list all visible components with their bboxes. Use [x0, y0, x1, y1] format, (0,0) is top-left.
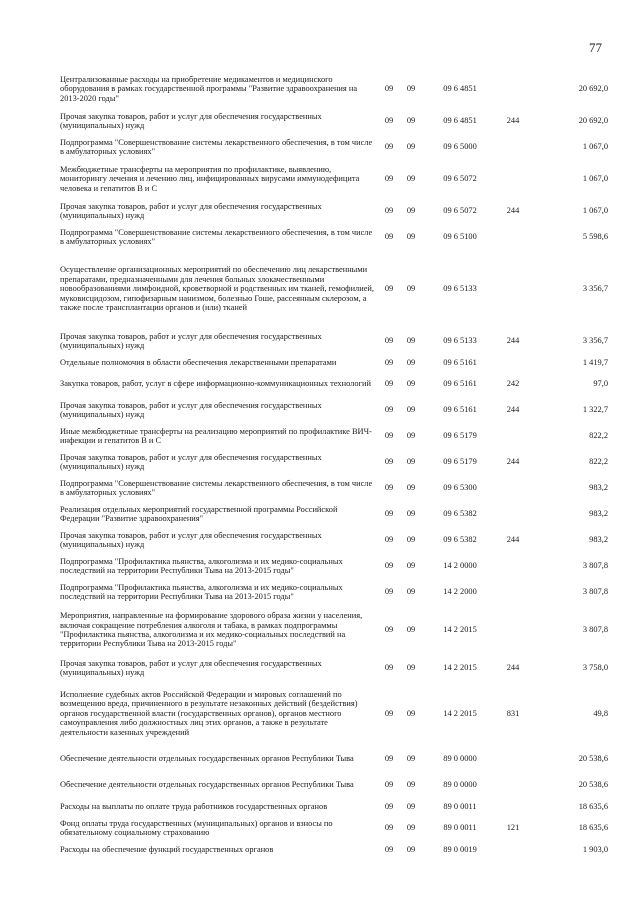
table-row	[60, 475, 608, 501]
row-target-article: 09 6 5179	[443, 457, 477, 467]
row-target-article: 09 6 5300	[443, 483, 477, 493]
row-expense-type: 244	[506, 405, 520, 415]
row-name: Прочая закупка товаров, работ и услуг для обеспечения государственных (муниципальных) нужд	[60, 400, 322, 419]
row-section: 09	[384, 84, 394, 94]
row-target-article: 89 0 0000	[443, 754, 477, 764]
row-subsection: 09	[406, 708, 416, 718]
table-row	[60, 198, 608, 224]
row-section: 09	[384, 457, 394, 467]
row-subsection: 09	[406, 844, 416, 854]
row-amount: 18 635,6	[578, 801, 608, 811]
row-amount: 1 067,0	[582, 174, 608, 184]
table-row	[60, 134, 608, 160]
row-subsection: 09	[406, 535, 416, 545]
row-name: Обеспечение деятельности отдельных государственных органов Республики Тыва	[60, 754, 354, 764]
row-expense-type	[498, 134, 528, 160]
row-expense-type: 242	[506, 379, 520, 389]
table-row	[60, 70, 608, 108]
row-subsection: 09	[406, 116, 416, 126]
row-name: Централизованные расходы на приобретение медикаментов и медицинского оборудования в рамках государственной программы "Развитие здравоохранения на 2013-2020 годы"	[60, 74, 358, 103]
row-name: Прочая закупка товаров, работ и услуг для обеспечения государственных (муниципальных) нужд	[60, 452, 322, 471]
row-amount: 3 356,7	[582, 336, 608, 346]
table-row	[60, 250, 608, 328]
row-amount: 49,8	[593, 708, 608, 718]
row-expense-type: 244	[506, 336, 520, 346]
row-subsection: 09	[406, 336, 416, 346]
table-row	[60, 397, 608, 423]
row-section: 09	[384, 232, 394, 242]
table-row	[60, 160, 608, 198]
row-section: 09	[384, 116, 394, 126]
row-expense-type	[498, 605, 528, 655]
row-section: 09	[384, 483, 394, 493]
row-amount: 1 067,0	[582, 142, 608, 152]
row-name: Иные межбюджетные трансферты на реализацию мероприятий по профилактике ВИЧ-инфекции и гепатитов В и С	[60, 426, 372, 445]
row-amount: 20 692,0	[578, 84, 608, 94]
row-amount: 3 807,8	[582, 587, 608, 597]
row-target-article: 09 6 4851	[443, 84, 477, 94]
row-subsection: 09	[406, 561, 416, 571]
row-amount: 822,2	[589, 457, 608, 467]
table-row	[60, 815, 608, 841]
row-target-article: 09 6 5382	[443, 509, 477, 519]
row-amount: 983,2	[589, 483, 608, 493]
row-target-article: 89 0 0011	[443, 801, 477, 811]
row-expense-type: 244	[506, 116, 520, 126]
row-subsection: 09	[406, 625, 416, 635]
row-expense-type	[498, 224, 528, 250]
row-section: 09	[384, 844, 394, 854]
row-amount: 5 598,6	[582, 232, 608, 242]
row-subsection: 09	[406, 587, 416, 597]
row-amount: 3 758,0	[582, 663, 608, 673]
row-expense-type	[498, 250, 528, 328]
row-amount: 3 356,7	[582, 284, 608, 294]
row-name: Расходы на выплаты по оплате труда работников государственных органов	[60, 801, 328, 811]
table-row	[60, 841, 608, 858]
row-target-article: 09 6 5161	[443, 405, 477, 415]
row-target-article: 09 6 5072	[443, 206, 477, 216]
row-section: 09	[384, 535, 394, 545]
row-amount: 3 807,8	[582, 561, 608, 571]
row-expense-type	[498, 746, 528, 772]
table-row	[60, 746, 608, 772]
table-row	[60, 681, 608, 746]
table-row	[60, 553, 608, 579]
row-expense-type	[498, 501, 528, 527]
row-expense-type: 121	[506, 823, 520, 833]
row-target-article: 09 6 4851	[443, 116, 477, 126]
row-subsection: 09	[406, 379, 416, 389]
row-expense-type	[498, 579, 528, 605]
row-expense-type	[498, 475, 528, 501]
row-subsection: 09	[406, 357, 416, 367]
row-target-article: 09 6 5072	[443, 174, 477, 184]
table-row	[60, 772, 608, 798]
row-subsection: 09	[406, 663, 416, 673]
row-section: 09	[384, 663, 394, 673]
row-section: 09	[384, 405, 394, 415]
row-target-article: 14 2 2000	[443, 587, 477, 597]
row-expense-type	[498, 423, 528, 449]
table-row	[60, 423, 608, 449]
row-amount: 1 903,0	[582, 844, 608, 854]
row-subsection: 09	[406, 142, 416, 152]
row-amount: 1 067,0	[582, 206, 608, 216]
row-amount: 1 322,7	[582, 405, 608, 415]
row-name: Прочая закупка товаров, работ и услуг для обеспечения государственных (муниципальных) нужд	[60, 658, 322, 677]
row-section: 09	[384, 379, 394, 389]
row-target-article: 89 0 0019	[443, 844, 477, 854]
row-name: Прочая закупка товаров, работ и услуг для обеспечения государственных (муниципальных) нужд	[60, 111, 322, 130]
table-row	[60, 108, 608, 134]
row-section: 09	[384, 754, 394, 764]
row-amount: 983,2	[589, 509, 608, 519]
row-name: Подпрограмма "Совершенствование системы лекарственного обеспечения, в том числе в амбулаторных условиях"	[60, 478, 373, 497]
row-subsection: 09	[406, 232, 416, 242]
row-subsection: 09	[406, 405, 416, 415]
row-target-article: 09 6 5133	[443, 284, 477, 294]
row-section: 09	[384, 708, 394, 718]
row-subsection: 09	[406, 823, 416, 833]
row-subsection: 09	[406, 754, 416, 764]
table-row	[60, 371, 608, 397]
row-name: Исполнение судебных актов Российской Федерации и мировых соглашений по возмещению вреда, причиненного в результате незаконных действий (бездействия) органов государственной власти (государственных органов), органов местного самоуправления либо должностных лиц этих органов, а также в результате деятельности казенных учреждений	[60, 689, 358, 737]
page-number: 77	[589, 40, 602, 55]
row-name: Подпрограмма "Совершенствование системы лекарственного обеспечения, в том числе в амбулаторных условиях"	[60, 227, 373, 246]
row-name: Прочая закупка товаров, работ и услуг для обеспечения государственных (муниципальных) нужд	[60, 201, 322, 220]
row-subsection: 09	[406, 509, 416, 519]
row-target-article: 09 6 5161	[443, 379, 477, 389]
row-amount: 20 692,0	[578, 116, 608, 126]
row-subsection: 09	[406, 284, 416, 294]
table-row	[60, 224, 608, 250]
row-name: Закупка товаров, работ, услуг в сфере информационно-коммуникационных технологий	[60, 379, 371, 389]
row-subsection: 09	[406, 457, 416, 467]
row-expense-type	[498, 70, 528, 108]
row-section: 09	[384, 336, 394, 346]
row-subsection: 09	[406, 174, 416, 184]
row-target-article: 09 6 5161	[443, 357, 477, 367]
row-section: 09	[384, 823, 394, 833]
row-section: 09	[384, 357, 394, 367]
row-expense-type	[498, 772, 528, 798]
row-name: Отдельные полномочия в области обеспечения лекарственными препаратами	[60, 357, 337, 367]
row-amount: 983,2	[589, 535, 608, 545]
row-target-article: 14 2 2015	[443, 663, 477, 673]
row-section: 09	[384, 431, 394, 441]
row-name: Подпрограмма "Профилактика пьянства, алкоголизма и их медико-социальных последствий на территории Республики Тыва на 2013-2015 годы"	[60, 582, 343, 601]
row-name: Обеспечение деятельности отдельных государственных органов Республики Тыва	[60, 780, 354, 790]
budget-table	[60, 70, 608, 858]
row-name: Расходы на обеспечение функций государственных органов	[60, 844, 274, 854]
row-expense-type	[498, 798, 528, 815]
row-section: 09	[384, 561, 394, 571]
row-subsection: 09	[406, 483, 416, 493]
row-expense-type: 244	[506, 535, 520, 545]
table-row	[60, 579, 608, 605]
table-row	[60, 501, 608, 527]
row-section: 09	[384, 801, 394, 811]
row-expense-type	[498, 841, 528, 858]
row-name: Межбюджетные трансферты на мероприятия по профилактике, выявлению, мониторингу лечения и лечению лиц, инфицированных вирусами иммунодефицита человека и гепатитов В и С	[60, 164, 360, 193]
row-subsection: 09	[406, 84, 416, 94]
row-subsection: 09	[406, 206, 416, 216]
row-section: 09	[384, 284, 394, 294]
row-name: Осуществление организационных мероприятий по обеспечению лиц лекарственными препаратами, предназначенными для лечения больных злокачественными новообразованиями лимфоидной, кроветворной и родственных им тканей, гемофилией, муковисцидозом, гипофизарным нанизмом, болезнью Гоше, рассеянным склерозом, а также после трансплантации органов и (или) тканей	[60, 265, 375, 313]
row-amount: 97,0	[593, 379, 608, 389]
row-expense-type	[498, 160, 528, 198]
row-target-article: 09 6 5000	[443, 142, 477, 152]
row-expense-type: 244	[506, 457, 520, 467]
row-target-article: 14 2 0000	[443, 561, 477, 571]
row-section: 09	[384, 780, 394, 790]
row-name: Прочая закупка товаров, работ и услуг для обеспечения государственных (муниципальных) нужд	[60, 331, 322, 350]
row-name: Реализация отдельных мероприятий государственной программы Российской Федерации "Развитие здравоохранения"	[60, 504, 338, 523]
row-expense-type: 244	[506, 206, 520, 216]
row-section: 09	[384, 174, 394, 184]
table-row	[60, 449, 608, 475]
row-target-article: 89 0 0011	[443, 823, 477, 833]
row-subsection: 09	[406, 780, 416, 790]
row-name: Фонд оплаты труда государственных (муниципальных) органов и взносы по обязательному социальному страхованию	[60, 818, 333, 837]
row-section: 09	[384, 509, 394, 519]
row-amount: 20 538,6	[578, 754, 608, 764]
row-target-article: 09 6 5100	[443, 232, 477, 242]
row-section: 09	[384, 625, 394, 635]
row-name: Мероприятия, направленные на формирование здорового образа жизни у населения, включая сокращение потребления алкоголя и табака, в рамках подпрограммы "Профилактика пьянства, алкоголизма и их медико-социальных последствий на территории Республики Тыва на 2013-2015 годы"	[60, 611, 363, 649]
table-row	[60, 328, 608, 354]
row-name: Прочая закупка товаров, работ и услуг для обеспечения государственных (муниципальных) нужд	[60, 530, 322, 549]
row-target-article: 09 6 5133	[443, 336, 477, 346]
table-row	[60, 605, 608, 655]
row-amount: 822,2	[589, 431, 608, 441]
row-expense-type	[498, 553, 528, 579]
table-row	[60, 798, 608, 815]
row-target-article: 14 2 2015	[443, 708, 477, 718]
row-section: 09	[384, 142, 394, 152]
row-amount: 3 807,8	[582, 625, 608, 635]
row-amount: 1 419,7	[582, 357, 608, 367]
row-expense-type: 831	[506, 708, 520, 718]
row-section: 09	[384, 206, 394, 216]
row-target-article: 09 6 5382	[443, 535, 477, 545]
table-row	[60, 655, 608, 681]
table-row	[60, 527, 608, 553]
row-subsection: 09	[406, 431, 416, 441]
row-expense-type: 244	[506, 663, 520, 673]
row-name: Подпрограмма "Профилактика пьянства, алкоголизма и их медико-социальных последствий на территории Республики Тыва на 2013-2015 годы"	[60, 556, 343, 575]
row-target-article: 09 6 5179	[443, 431, 477, 441]
table-row	[60, 354, 608, 371]
row-target-article: 89 0 0000	[443, 780, 477, 790]
row-subsection: 09	[406, 801, 416, 811]
row-target-article: 14 2 2015	[443, 625, 477, 635]
row-name: Подпрограмма "Совершенствование системы лекарственного обеспечения, в том числе в амбулаторных условиях"	[60, 137, 373, 156]
row-amount: 20 538,6	[578, 780, 608, 790]
row-expense-type	[498, 354, 528, 371]
row-amount: 18 635,6	[578, 823, 608, 833]
row-section: 09	[384, 587, 394, 597]
